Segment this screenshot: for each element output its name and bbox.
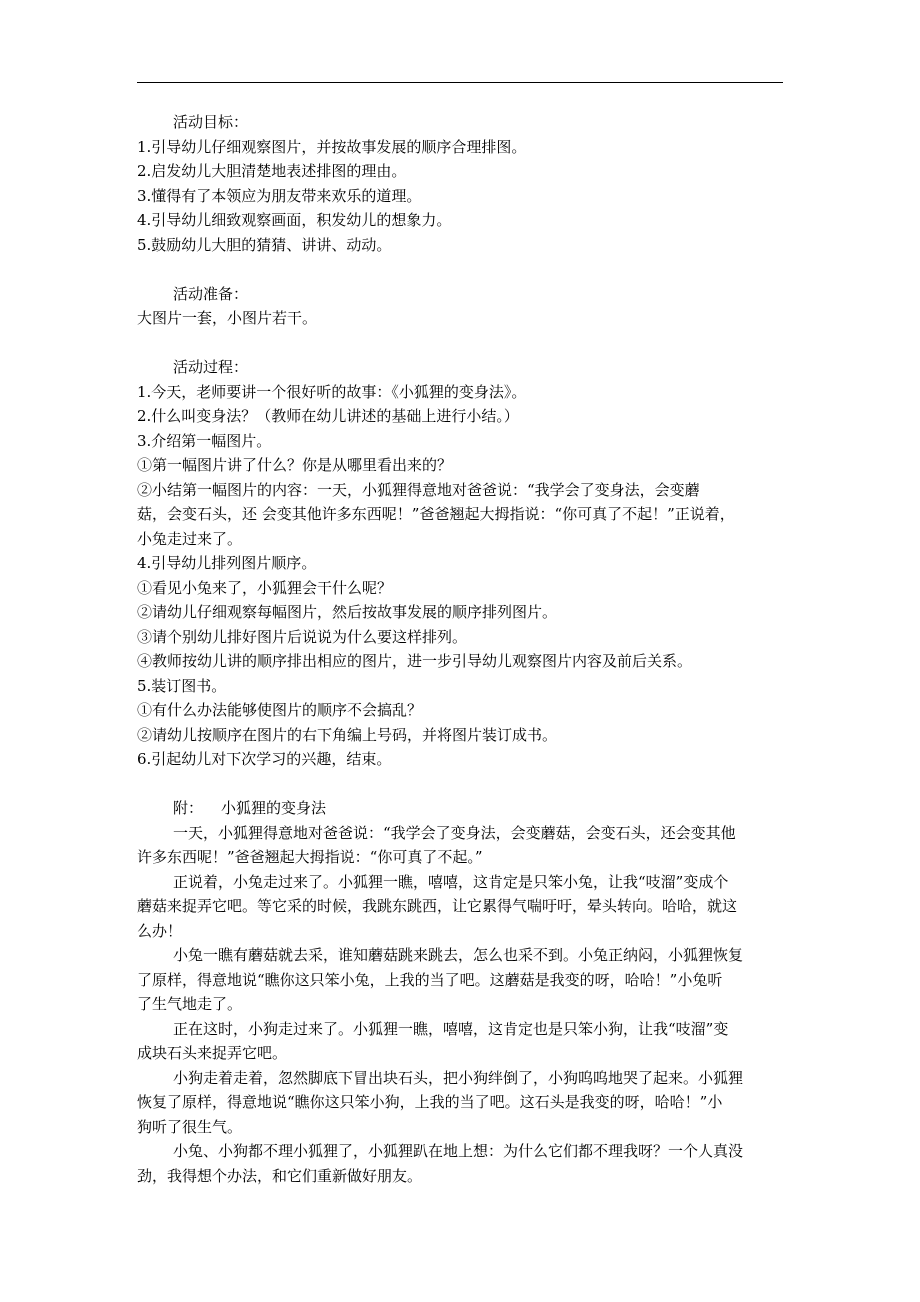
story-line: 成块石头来捉弄它吧。 <box>137 1044 288 1062</box>
goal-item: 1.引导幼儿仔细观察图片，并按故事发展的顺序合理排图。 <box>137 137 527 156</box>
process-step: 1.今天，老师要讲一个很好听的故事：《小狐狸的变身法》。 <box>137 382 527 401</box>
spacer <box>137 772 783 797</box>
story-line: 蘑菇来捉弄它吧。等它采的时候，我跳东跳西，让它累得气喘吁吁，晕头转向。哈哈，就这 <box>137 897 738 915</box>
story-line: 小兔一瞧有蘑菇就去采，谁知蘑菇跳来跳去，怎么也采不到。小兔正纳闷，小狐狸恢复 <box>173 946 744 964</box>
goal-item: 5.鼓励幼儿大胆的猜猜、讲讲、动动。 <box>137 235 392 254</box>
story-line: 正在这时，小狗走过来了。小狐狸一瞧，嘻嘻，这肯定也是只笨小狗，让我“吱溜”变 <box>173 1019 729 1038</box>
story-line: 小兔、小狗都不理小狐狸了，小狐狸趴在地上想：为什么它们都不理我呀？一个人真没 <box>173 1142 744 1160</box>
process-summary-line: 小兔走过来了。 <box>137 529 243 548</box>
spacer <box>137 331 783 356</box>
story-line: 了原样，得意地说“瞧你这只笨小兔，上我的当了吧。这蘑菇是我变的呀，哈哈！”小兔听 <box>137 970 723 989</box>
story-line: 恢复了原样，得意地说“瞧你这只笨小狗，上我的当了吧。这石头是我变的呀，哈哈！”小 <box>137 1093 723 1111</box>
goal-item: 4.引导幼儿细致观察画面，积发幼儿的想象力。 <box>137 211 452 229</box>
story-paragraph <box>137 870 783 944</box>
story-paragraph <box>137 1066 783 1140</box>
prep-heading: 活动准备： <box>173 284 249 303</box>
goal-item: 3.懂得有了本领应为朋友带来欢乐的道理。 <box>137 186 422 205</box>
process-step: 2.什么叫变身法？（教师在幼儿讲述的基础上进行小结。） <box>137 407 519 425</box>
process-summary-line: 菇，会变石头，还 会变其他许多东西呢！”爸爸翘起大拇指说：“你可真了不起！”正说着， <box>137 505 735 523</box>
process-step: 4.引导幼儿排列图片顺序。 <box>137 554 317 572</box>
process-substep: ②请幼儿按顺序在图片的右下角编上号码，并将图片装订成书。 <box>137 725 558 744</box>
process-summary-line: ②小结第一幅图片的内容：一天，小狐狸得意地对爸爸说：“我学会了变身法，会变蘑 <box>137 480 700 499</box>
process-substep: ①有什么办法能够使图片的顺序不会搞乱？ <box>137 701 423 719</box>
process-step: 3.介绍第一幅图片。 <box>137 431 272 450</box>
document-body <box>137 110 783 1188</box>
story-paragraph <box>137 821 783 870</box>
story-line: 了生气地走了。 <box>137 995 243 1013</box>
process-step: 5.装订图书。 <box>137 676 227 695</box>
story-line: 正说着，小兔走过来了。小狐狸一瞧，嘻嘻，这肯定是只笨小兔，让我“吱溜”变成个 <box>173 872 729 891</box>
story-line: 么办！ <box>137 921 183 940</box>
story-line: 一天，小狐狸得意地对爸爸说：“我学会了变身法，会变蘑菇，会变石头，还会变其他 <box>173 823 736 842</box>
process-step: 6.引起幼儿对下次学习的兴趣，结束。 <box>137 750 392 768</box>
appendix-heading <box>137 796 783 821</box>
spacer <box>137 257 783 282</box>
prep-text: 大图片一套，小图片若干。 <box>137 309 318 327</box>
process-substep: ④教师按幼儿讲的顺序排出相应的图片，进一步引导幼儿观察图片内容及前后关系。 <box>137 652 693 670</box>
process-substep: ③请个别幼儿排好图片后说说为什么要这样排列。 <box>137 627 468 646</box>
story-paragraph <box>137 1139 783 1188</box>
process-substep: ①看见小兔来了，小狐狸会干什么呢？ <box>137 578 393 597</box>
header-rule <box>137 82 783 83</box>
story-line: 劲，我得想个办法，和它们重新做好朋友。 <box>137 1166 423 1185</box>
process-substep: ②请幼儿仔细观察每幅图片，然后按故事发展的顺序排列图片。 <box>137 603 558 621</box>
appendix-title: 小狐狸的变身法 <box>221 799 327 817</box>
story-paragraph <box>137 1017 783 1066</box>
goals-heading: 活动目标： <box>173 113 249 131</box>
appendix-label: 附： <box>173 799 204 817</box>
story-line: 许多东西呢！”爸爸翘起大拇指说：“你可真了不起。” <box>137 848 483 866</box>
story-line: 小狗走着走着，忽然脚底下冒出块石头，把小狗绊倒了，小狗呜呜地哭了起来。小狐狸 <box>173 1068 744 1087</box>
process-heading: 活动过程： <box>173 358 249 376</box>
goal-item: 2.启发幼儿大胆清楚地表述排图的理由。 <box>137 162 407 180</box>
story-paragraph <box>137 943 783 1017</box>
process-substep: ①第一幅图片讲了什么？你是从哪里看出来的？ <box>137 456 453 474</box>
story-line: 狗听了很生气。 <box>137 1117 243 1136</box>
